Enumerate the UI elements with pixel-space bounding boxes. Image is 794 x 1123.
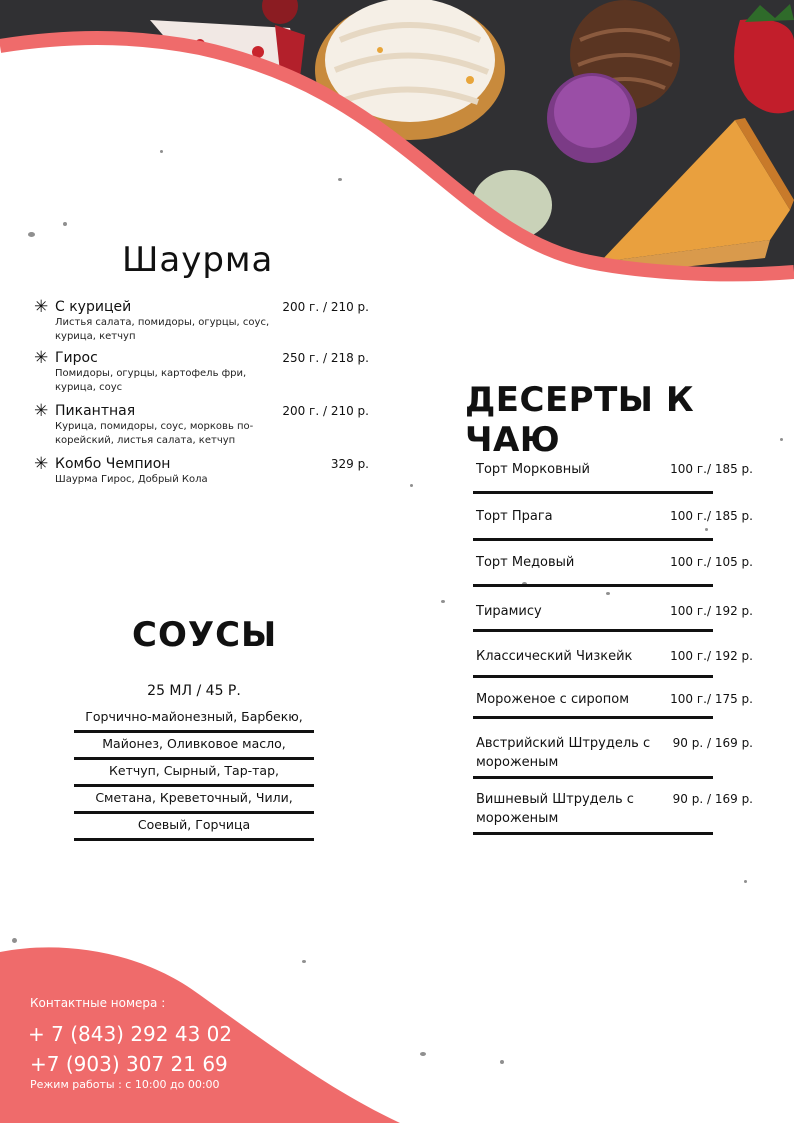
item-price: 100 г./ 192 р. (670, 604, 753, 618)
item-name: Торт Прага (476, 509, 553, 524)
working-hours: Режим работы : с 10:00 до 00:00 (30, 1078, 220, 1091)
menu-item-shawarma (34, 349, 369, 395)
sauces-heading: СОУСЫ (132, 615, 278, 655)
item-price: 200 г. / 210 р. (282, 300, 369, 314)
dessert-item (473, 647, 753, 682)
sauce-row: Кетчуп, Сырный, Тар-тар, (74, 760, 314, 787)
dessert-item (473, 690, 753, 725)
item-name: Комбо Чемпион (55, 456, 171, 472)
divider (473, 716, 713, 719)
item-price: 100 г./ 185 р. (670, 462, 753, 476)
divider (473, 832, 713, 835)
menu-item-shawarma (34, 402, 369, 448)
sauce-row: Горчично-майонезный, Барбекю, (74, 706, 314, 733)
divider (473, 491, 713, 494)
item-price: 90 р. / 169 р. (672, 792, 753, 806)
item-name: Пикантная (55, 403, 136, 419)
item-description: Помидоры, огурцы, картофель фри, курица, соус (55, 368, 247, 393)
divider (473, 629, 713, 632)
contacts-label: Контактные номера : (30, 996, 166, 1010)
item-description: Листья салата, помидоры, огурцы, соус, курица, кетчуп (55, 317, 270, 342)
phone-number[interactable]: + 7 (843) 292 43 02 (28, 1022, 233, 1046)
phone-number[interactable]: +7 (903) 307 21 69 (30, 1052, 228, 1076)
item-name: Австрийский Штрудель с мороженым (476, 736, 651, 770)
desserts-heading: ДЕСЕРТЫ К ЧАЮ (465, 380, 695, 460)
sauce-row: Соевый, Горчица (74, 814, 314, 841)
item-name: Мороженое с сиропом (476, 692, 630, 707)
divider (473, 538, 713, 541)
header-photo (0, 0, 794, 300)
asterisk-icon: ✳ (34, 348, 49, 368)
item-description: Шаурма Гирос, Добрый Кола (55, 474, 208, 485)
dessert-item (473, 602, 753, 637)
item-price: 329 р. (330, 457, 369, 471)
item-price: 250 г. / 218 р. (282, 351, 369, 365)
divider (473, 584, 713, 587)
item-name: Классический Чизкейк (476, 649, 633, 664)
item-name: С курицей (55, 299, 132, 315)
shawarma-heading: Шаурма (122, 240, 274, 280)
dessert-item (473, 734, 753, 784)
asterisk-icon: ✳ (34, 401, 49, 421)
menu-item-shawarma (34, 298, 369, 344)
asterisk-icon: ✳ (34, 454, 49, 474)
item-name: Гирос (55, 350, 98, 366)
sauces-price: 25 МЛ / 45 Р. (147, 683, 241, 699)
divider (473, 675, 713, 678)
dessert-item (473, 460, 753, 495)
sauce-row: Майонез, Оливковое масло, (74, 733, 314, 760)
desserts-photo-illustration (0, 0, 794, 300)
item-name: Торт Медовый (476, 555, 575, 570)
item-price: 100 г./ 105 р. (670, 555, 753, 569)
item-price: 100 г./ 175 р. (670, 692, 753, 706)
item-price: 200 г. / 210 р. (282, 404, 369, 418)
item-price: 90 р. / 169 р. (672, 736, 753, 750)
dessert-item (473, 553, 753, 588)
menu-item-shawarma (34, 455, 369, 487)
item-name: Вишневый Штрудель с мороженым (476, 792, 634, 826)
dessert-item (473, 507, 753, 542)
divider (473, 776, 713, 779)
item-name: Торт Морковный (476, 462, 590, 477)
item-description: Курица, помидоры, соус, морковь по-корейский, листья салата, кетчуп (55, 421, 254, 446)
item-price: 100 г./ 185 р. (670, 509, 753, 523)
sauce-row: Сметана, Креветочный, Чили, (74, 787, 314, 814)
item-name: Тирамису (476, 604, 542, 619)
asterisk-icon: ✳ (34, 297, 49, 317)
dessert-item (473, 790, 753, 840)
item-price: 100 г./ 192 р. (670, 649, 753, 663)
